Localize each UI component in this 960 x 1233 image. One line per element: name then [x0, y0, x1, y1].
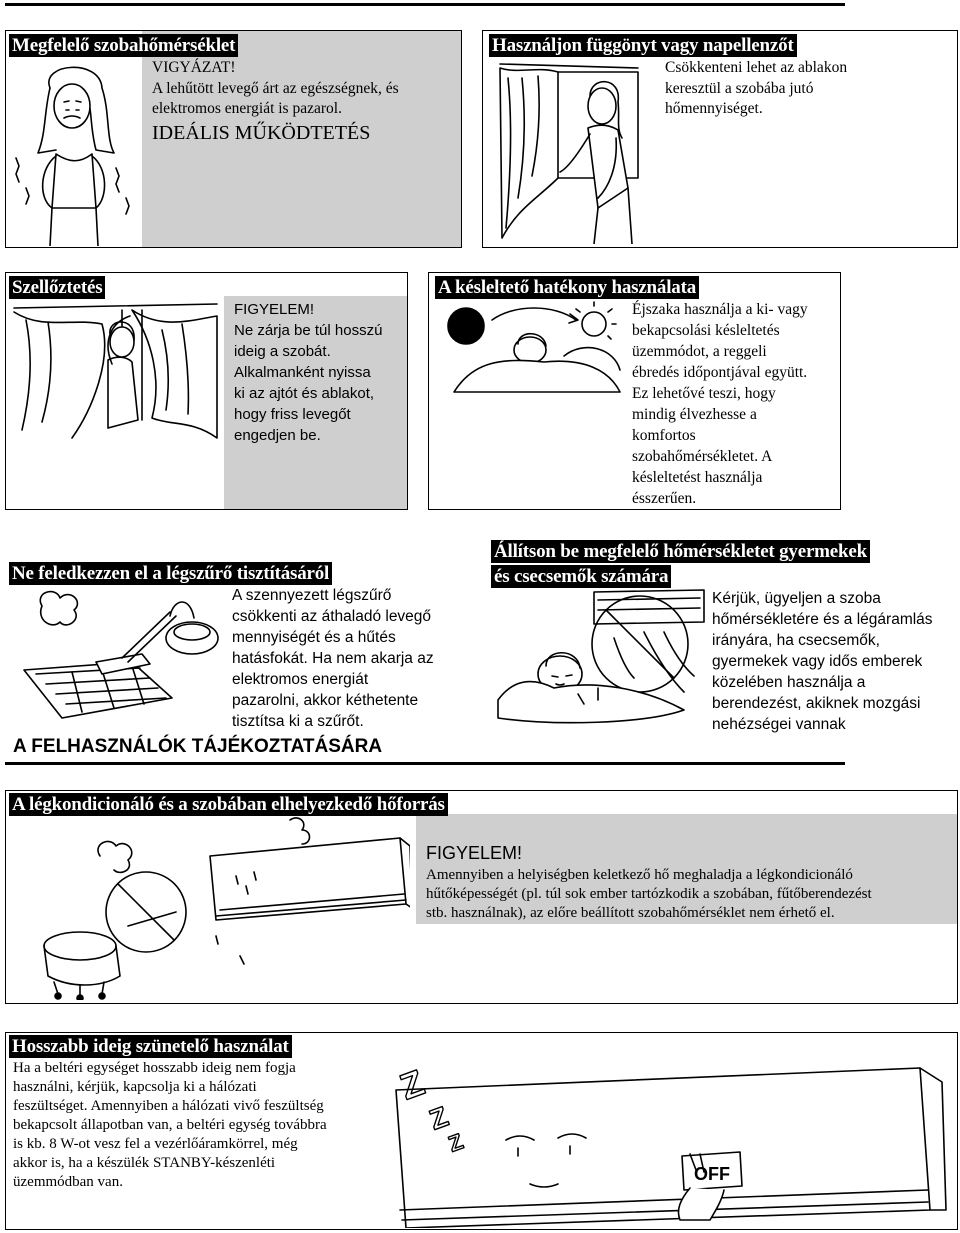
- children-text-6: berendezést, akiknek mozgási: [712, 695, 921, 712]
- sleeping-man-illustration: [444, 300, 624, 400]
- woman-opening-window-illustration: [12, 300, 222, 440]
- ventilation-text-1: Ne zárja be túl hosszú: [234, 322, 383, 339]
- ventilation-warning: FIGYELEM!: [234, 301, 315, 318]
- sleep-letter-2: Z: [425, 1100, 453, 1136]
- curtain-header: Használjon függönyt vagy napellenzőt: [489, 34, 797, 57]
- children-temperature-header-1: Állítson be megfelelő hőmérsékletet gyermekek: [491, 540, 870, 563]
- timer-text-6: mindig élvezhesse a: [632, 406, 757, 423]
- long-pause-text-2: használni, kérjük, kapcsolja ki a hálózati: [13, 1079, 257, 1095]
- filter-text-1: A szennyezett légszűrő: [232, 587, 392, 604]
- long-pause-text-3: feszültséget. Amennyiben a hálózati vivő feszültség: [13, 1098, 324, 1114]
- room-temperature-header: Megfelelő szobahőmérséklet: [9, 34, 238, 57]
- timer-text-7: komfortos: [632, 427, 696, 444]
- long-pause-text-7: üzemmódban van.: [13, 1174, 123, 1190]
- filter-text-3: mennyiségét és a hűtés: [232, 629, 396, 646]
- ventilation-text-3: Alkalmanként nyissa: [234, 364, 371, 381]
- children-temperature-header-2: és csecsemők számára: [491, 565, 671, 588]
- children-text-7: nehézségei vannak: [712, 716, 846, 733]
- ventilation-text-4: ki az ajtót és ablakot,: [234, 385, 375, 402]
- sleep-letter-3: Z: [445, 1128, 467, 1157]
- curtain-text-2: keresztül a szobába jutó: [665, 80, 814, 97]
- sleep-letter-1: Z: [394, 1061, 430, 1108]
- timer-text-9: késleltetést használja: [632, 469, 763, 486]
- room-temperature-warning: VIGYÁZAT!: [152, 59, 236, 76]
- room-temperature-text-1: A lehűtött levegő árt az egészségnek, és: [152, 80, 399, 97]
- curtain-text-3: hőmennyiséget.: [665, 100, 763, 117]
- curtain-text-1: Csökkenteni lehet az ablakon: [665, 59, 848, 76]
- heat-source-warning: FIGYELEM!: [426, 843, 523, 863]
- filter-cleaning-header: Ne feledkezzen el a légszűrő tisztításáról: [9, 562, 332, 585]
- section-rule: [5, 762, 845, 765]
- heat-source-text-1: Amennyiben a helyiségben keletkező hő meghaladja a légkondicionáló: [426, 867, 853, 883]
- timer-text-3: üzemmódot, a reggeli: [632, 343, 767, 360]
- room-temperature-text-2: elektromos energiát is pazarol.: [152, 100, 342, 117]
- long-pause-header: Hosszabb ideig szünetelő használat: [9, 1035, 292, 1058]
- woman-closing-curtain-illustration: [498, 58, 658, 244]
- ventilation-header: Szellőztetés: [9, 276, 105, 299]
- sleeping-ac-unit-illustration: [390, 1060, 950, 1228]
- children-text-2: hőmérsékletére és a légáramlás: [712, 611, 933, 628]
- timer-text-1: Éjszaka használja a ki- vagy: [632, 301, 808, 318]
- long-pause-text-4: bekapcsolt állapotban van, a beltéri egység továbbra: [13, 1117, 327, 1133]
- ventilation-text-6: engedjen be.: [234, 427, 321, 444]
- ventilation-text-5: hogy friss levegőt: [234, 406, 351, 423]
- filter-text-2: csökkenti az áthaladó levegő: [232, 608, 432, 625]
- filter-text-7: tisztítsa ki a szűrőt.: [232, 713, 364, 730]
- filter-text-6: pazarolni, akkor kéthetente: [232, 692, 419, 709]
- ideal-operation-label: IDEÁLIS MŰKÖDTETÉS: [152, 122, 371, 144]
- ac-heat-source-illustration: [40, 816, 410, 1000]
- heat-source-text-2: hűtőképességét (pl. túl sok ember tartózkodik a szobában, fűtőberendezést: [426, 886, 872, 902]
- vacuum-filter-illustration: [22, 588, 222, 722]
- filter-text-5: elektromos energiát: [232, 671, 369, 688]
- children-text-4: gyermekek vagy idős emberek: [712, 653, 923, 670]
- long-pause-text-1: Ha a beltéri egységet hosszabb ideig nem fogja: [13, 1060, 296, 1076]
- long-pause-text-5: is kb. 8 W-ot vesz fel a vezérlőáramkörrel, még: [13, 1136, 298, 1152]
- heat-source-header: A légkondicionáló és a szobában elhelyezkedő hőforrás: [9, 793, 448, 816]
- children-text-3: irányára, ha csecsemők,: [712, 632, 880, 649]
- users-information-title: A FELHASZNÁLÓK TÁJÉKOZTATÁSÁRA: [13, 736, 383, 757]
- timer-text-8: szobahőmérsékletet. A: [632, 448, 773, 465]
- timer-header: A késleltető hatékony használata: [435, 276, 699, 299]
- long-pause-text-6: akkor is, ha a készülék STANBY-készenléti: [13, 1155, 276, 1171]
- top-rule: [5, 3, 845, 6]
- cold-woman-illustration: [10, 58, 138, 246]
- off-label: OFF: [694, 1164, 730, 1184]
- children-text-1: Kérjük, ügyeljen a szoba: [712, 590, 881, 607]
- timer-text-4: ébredés időpontjával együtt.: [632, 364, 808, 381]
- filter-text-4: hatásfokát. Ha nem akarja az: [232, 650, 434, 667]
- timer-text-5: Ez lehetővé teszi, hogy: [632, 385, 776, 402]
- ventilation-text-2: ideig a szobát.: [234, 343, 331, 360]
- sleeping-baby-no-airflow-illustration: [494, 588, 708, 728]
- timer-text-10: ésszerűen.: [632, 490, 697, 507]
- timer-text-2: bekapcsolási késleltetés: [632, 322, 780, 339]
- heat-source-text-3: stb. használnak), az előre beállított szobahőmérséklet nem érhető el.: [426, 905, 835, 921]
- children-text-5: közelében használja a: [712, 674, 866, 691]
